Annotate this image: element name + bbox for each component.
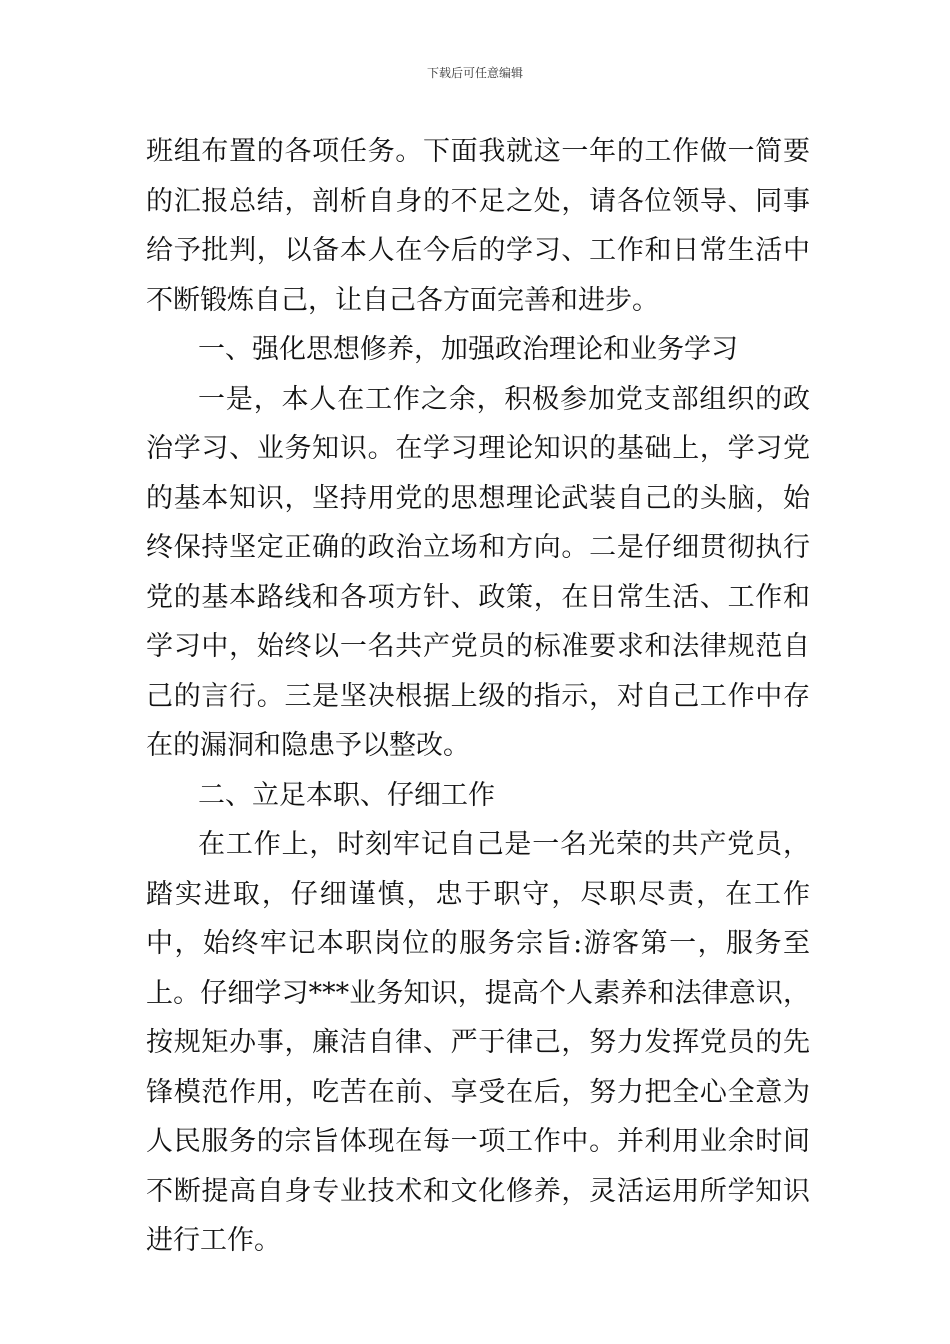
section-heading-1: 一、强化思想修养，加强政治理论和业务学习 — [198, 334, 738, 365]
paragraph-section-1: 一是，本人在工作之余，积极参加党支部组织的政治学习、业务知识。在学习理论知识的基础上，学习党的基本知识，坚持用党的思想理论武装自己的头脑，始终保持坚定正确的政治立场和方向。二是仔细贯彻执行党的基本路线和各项方针、政策，在日常生活、工作和学习中，始终以一名共产党员的标准要求和法律规范自己的言行。三是坚决根据上级的指示，对自己工作中存在的漏洞和隐患予以整改。 — [146, 383, 810, 761]
paragraph-section-2: 在工作上，时刻牢记自己是一名光荣的共产党员，踏实进取，仔细谨慎，忠于职守，尽职尽责，在工作中，始终牢记本职岗位的服务宗旨:游客第一，服务至上。仔细学习***业务知识，提高个人素养和法律意识，按规矩办事，廉洁自律、严于律己，努力发挥党员的先锋模范作用，吃苦在前、享受在后，努力把全心全意为人民服务的宗旨体现在每一项工作中。并利用业余时间不断提高自身专业技术和文化修养，灵活运用所学知识进行工作。 — [146, 829, 810, 1256]
section-heading-2: 二、立足本职、仔细工作 — [198, 779, 495, 811]
paragraph-continuation: 班组布置的各项任务。下面我就这一年的工作做一简要的汇报总结，剖析自身的不足之处，请各位领导、同事给予批判，以备本人在今后的学习、工作和日常生活中不断锻炼自己，让自己各方面完善和进步。 — [146, 136, 810, 316]
page-header-note: 下载后可任意编辑 — [426, 66, 523, 80]
document-body — [146, 127, 810, 1266]
